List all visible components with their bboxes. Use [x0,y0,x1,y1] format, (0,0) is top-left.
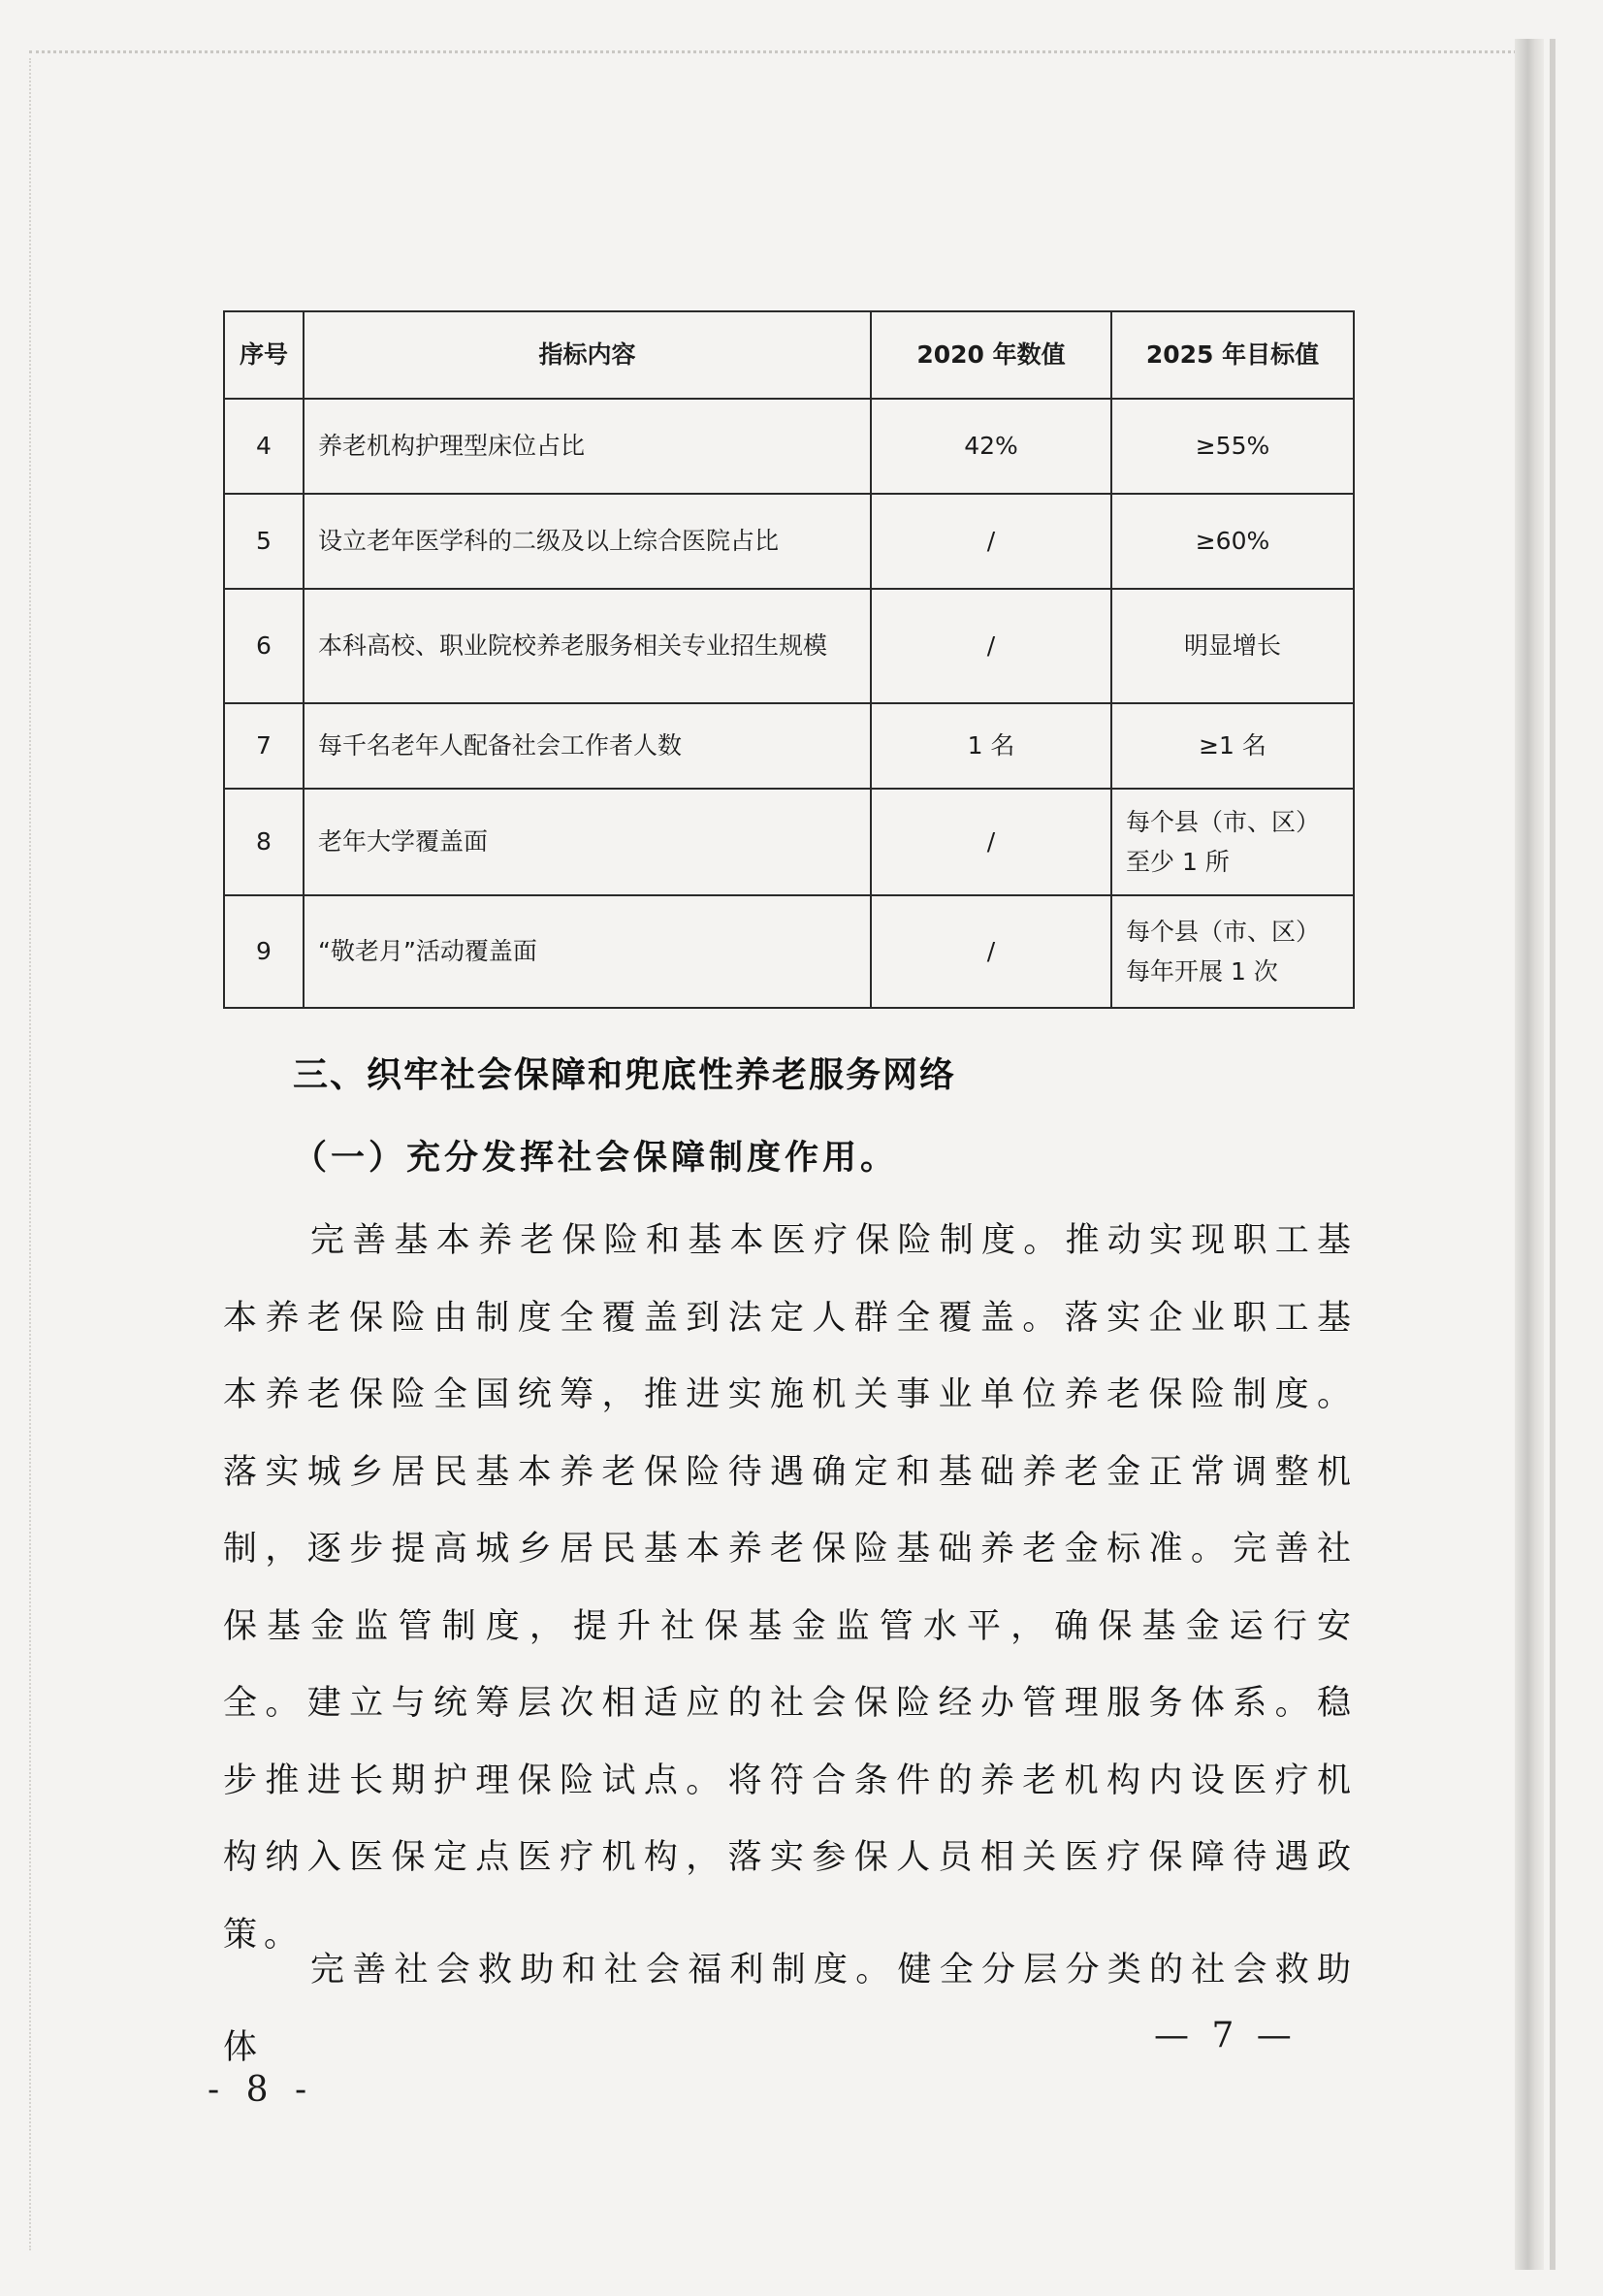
row-value-2020: 42% [871,399,1111,494]
row-target-2025: ≥1 名 [1111,703,1354,789]
row-value-2020: / [871,895,1111,1008]
scan-binding-shadow [1515,39,1544,2270]
scan-binding-edge [1550,39,1555,2270]
table-row [224,399,1354,494]
page-number-outer: - 8 - [208,2070,315,2110]
row-value-2020: / [871,494,1111,589]
row-number: 5 [224,494,304,589]
table-header-row [224,311,1354,399]
row-target-2025: 明显增长 [1111,589,1354,703]
header-target-2025: 2025 年目标值 [1111,311,1354,399]
body-paragraph: 完善基本养老保险和基本医疗保险制度。推动实现职工基本养老保险由制度全覆盖到法定人群全覆盖。落实企业职工基本养老保险全国统筹，推进实施机关事业单位养老保险制度。落实城乡居民基本养老保险待遇确定和基础养老金正常调整机制，逐步提高城乡居民基本养老保险基础养老金标准。完善社保基金监管制度，提升社保基金监管水平，确保基金运行安全。建立与统筹层次相适应的社会保险经办管理服务体系。稳步推进长期护理保险试点。将符合条件的养老机构内设医疗机构纳入医保定点医疗机构，落实参保人员相关医疗保障待遇政策。 [223,1221,1358,1955]
page-number-inner: — 7 — [1154,2016,1298,2055]
table-row [224,494,1354,589]
section-heading: 三、织牢社会保障和兜底性养老服务网络 [293,1055,957,1095]
row-target-2025: 每个县（市、区）至少 1 所 [1111,789,1354,895]
row-content: 养老机构护理型床位占比 [304,399,871,494]
table-row [224,589,1354,703]
row-number: 6 [224,589,304,703]
scan-border-left [29,58,31,2250]
row-number: 4 [224,399,304,494]
row-number: 8 [224,789,304,895]
row-number: 9 [224,895,304,1008]
table-row [224,895,1354,1008]
table-row [224,789,1354,895]
scan-border-top [29,50,1523,53]
header-indicator-content: 指标内容 [304,311,871,399]
row-value-2020: / [871,789,1111,895]
row-target-2025: 每个县（市、区）每年开展 1 次 [1111,895,1354,1008]
row-content: 本科高校、职业院校养老服务相关专业招生规模 [304,589,871,703]
row-value-2020: 1 名 [871,703,1111,789]
row-number: 7 [224,703,304,789]
row-value-2020: / [871,589,1111,703]
indicator-table [223,310,1355,1009]
header-serial-number: 序号 [224,311,304,399]
body-paragraph: 完善社会救助和社会福利制度。健全分层分类的社会救助体 [223,1951,1358,2067]
row-content: 老年大学覆盖面 [304,789,871,895]
header-value-2020: 2020 年数值 [871,311,1111,399]
table-row [224,703,1354,789]
row-target-2025: ≥60% [1111,494,1354,589]
row-content: 每千名老年人配备社会工作者人数 [304,703,871,789]
row-content: “敬老月”活动覆盖面 [304,895,871,1008]
row-target-2025: ≥55% [1111,399,1354,494]
row-content: 设立老年医学科的二级及以上综合医院占比 [304,494,871,589]
subsection-heading: （一）充分发挥社会保障制度作用。 [293,1138,899,1178]
